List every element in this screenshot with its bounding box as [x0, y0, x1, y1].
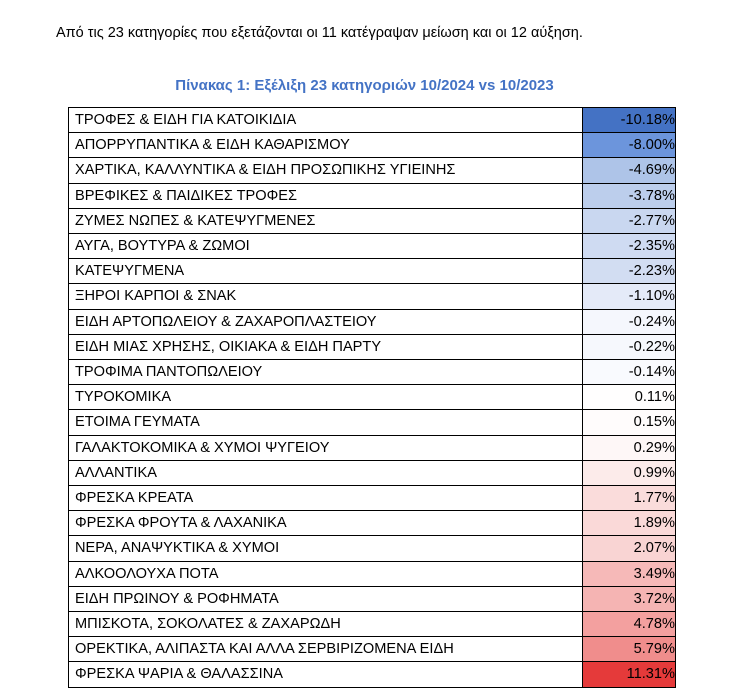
category-cell: ΑΛΚΟΟΛΟΥΧΑ ΠΟΤΑ [69, 561, 583, 586]
category-cell: ΦΡΕΣΚΑ ΚΡΕΑΤΑ [69, 486, 583, 511]
table-row [69, 586, 676, 611]
data-table-container [68, 107, 675, 688]
table-row [69, 259, 676, 284]
table-body [69, 108, 676, 688]
category-cell: ΤΥΡΟΚΟΜΙΚΑ [69, 385, 583, 410]
category-cell: ΧΑΡΤΙΚΑ, ΚΑΛΛΥΝΤΙΚΑ & ΕΙΔΗ ΠΡΟΣΩΠΙΚΗΣ ΥΓΙΕΙΝΗΣ [69, 158, 583, 183]
table-row [69, 108, 676, 133]
table-row [69, 133, 676, 158]
value-cell: -2.35% [583, 234, 676, 259]
category-cell: ΕΙΔΗ ΑΡΤΟΠΩΛΕΙΟΥ & ΖΑΧΑΡΟΠΛΑΣΤΕΙΟΥ [69, 309, 583, 334]
value-cell: -2.77% [583, 208, 676, 233]
value-cell: 0.11% [583, 385, 676, 410]
category-cell: ΕΤΟΙΜΑ ΓΕΥΜΑΤΑ [69, 410, 583, 435]
table-title: Πίνακας 1: Εξέλιξη 23 κατηγοριών 10/2024 vs 10/2023 [175, 77, 554, 94]
value-cell: -1.10% [583, 284, 676, 309]
table-row [69, 208, 676, 233]
table-row [69, 158, 676, 183]
category-cell: ΕΙΔΗ ΠΡΩΙΝΟΥ & ΡΟΦΗΜΑΤΑ [69, 586, 583, 611]
table-row [69, 612, 676, 637]
value-cell: -0.24% [583, 309, 676, 334]
table-row [69, 183, 676, 208]
category-cell: ΦΡΕΣΚΑ ΦΡΟΥΤΑ & ΛΑΧΑΝΙΚΑ [69, 511, 583, 536]
intro-paragraph: Από τις 23 κατηγορίες που εξετάζονται οι 11 κατέγραψαν μείωση και οι 12 αύξηση. [56, 25, 583, 41]
category-cell: ΝΕΡΑ, ΑΝΑΨΥΚΤΙΚΑ & ΧΥΜΟΙ [69, 536, 583, 561]
value-cell: 0.99% [583, 460, 676, 485]
category-cell: ΑΠΟΡΡΥΠΑΝΤΙΚΑ & ΕΙΔΗ ΚΑΘΑΡΙΣΜΟΥ [69, 133, 583, 158]
value-cell: 11.31% [583, 662, 676, 687]
table-row [69, 360, 676, 385]
table-row [69, 309, 676, 334]
value-cell: 5.79% [583, 637, 676, 662]
value-cell: -4.69% [583, 158, 676, 183]
value-cell: -0.22% [583, 334, 676, 359]
table-row [69, 511, 676, 536]
value-cell: 3.49% [583, 561, 676, 586]
table-row [69, 662, 676, 687]
table-row [69, 385, 676, 410]
category-cell: ΓΑΛΑΚΤΟΚΟΜΙΚΑ & ΧΥΜΟΙ ΨΥΓΕΙΟΥ [69, 435, 583, 460]
value-cell: -2.23% [583, 259, 676, 284]
value-cell: -0.14% [583, 360, 676, 385]
category-cell: ΕΙΔΗ ΜΙΑΣ ΧΡΗΣΗΣ, ΟΙΚΙΑΚΑ & ΕΙΔΗ ΠΑΡΤΥ [69, 334, 583, 359]
category-cell: ΜΠΙΣΚΟΤΑ, ΣΟΚΟΛΑΤΕΣ & ΖΑΧΑΡΩΔΗ [69, 612, 583, 637]
category-cell: ΖΥΜΕΣ ΝΩΠΕΣ & ΚΑΤΕΨΥΓΜΕΝΕΣ [69, 208, 583, 233]
table-row [69, 284, 676, 309]
table-row [69, 486, 676, 511]
value-cell: -10.18% [583, 108, 676, 133]
value-cell: 0.15% [583, 410, 676, 435]
category-cell: ΒΡΕΦΙΚΕΣ & ΠΑΙΔΙΚΕΣ ΤΡΟΦΕΣ [69, 183, 583, 208]
category-cell: ΟΡΕΚΤΙΚΑ, ΑΛΙΠΑΣΤΑ ΚΑΙ ΑΛΛΑ ΣΕΡΒΙΡΙΖΟΜΕΝΑ ΕΙΔΗ [69, 637, 583, 662]
category-cell: ΞΗΡΟΙ ΚΑΡΠΟΙ & ΣΝΑΚ [69, 284, 583, 309]
value-cell: 1.89% [583, 511, 676, 536]
value-cell: 1.77% [583, 486, 676, 511]
category-cell: ΑΥΓΑ, ΒΟΥΤΥΡΑ & ΖΩΜΟΙ [69, 234, 583, 259]
category-change-table [68, 107, 676, 688]
category-cell: ΦΡΕΣΚΑ ΨΑΡΙΑ & ΘΑΛΑΣΣΙΝΑ [69, 662, 583, 687]
table-row [69, 637, 676, 662]
table-row [69, 460, 676, 485]
table-row [69, 561, 676, 586]
value-cell: 3.72% [583, 586, 676, 611]
value-cell: -8.00% [583, 133, 676, 158]
value-cell: 0.29% [583, 435, 676, 460]
table-row [69, 435, 676, 460]
table-row [69, 410, 676, 435]
value-cell: -3.78% [583, 183, 676, 208]
category-cell: ΑΛΛΑΝΤΙΚΑ [69, 460, 583, 485]
table-row [69, 536, 676, 561]
category-cell: ΤΡΟΦΙΜΑ ΠΑΝΤΟΠΩΛΕΙΟΥ [69, 360, 583, 385]
category-cell: ΤΡΟΦΕΣ & ΕΙΔΗ ΓΙΑ ΚΑΤΟΙΚΙΔΙΑ [69, 108, 583, 133]
value-cell: 4.78% [583, 612, 676, 637]
table-row [69, 334, 676, 359]
category-cell: ΚΑΤΕΨΥΓΜΕΝΑ [69, 259, 583, 284]
table-row [69, 234, 676, 259]
value-cell: 2.07% [583, 536, 676, 561]
